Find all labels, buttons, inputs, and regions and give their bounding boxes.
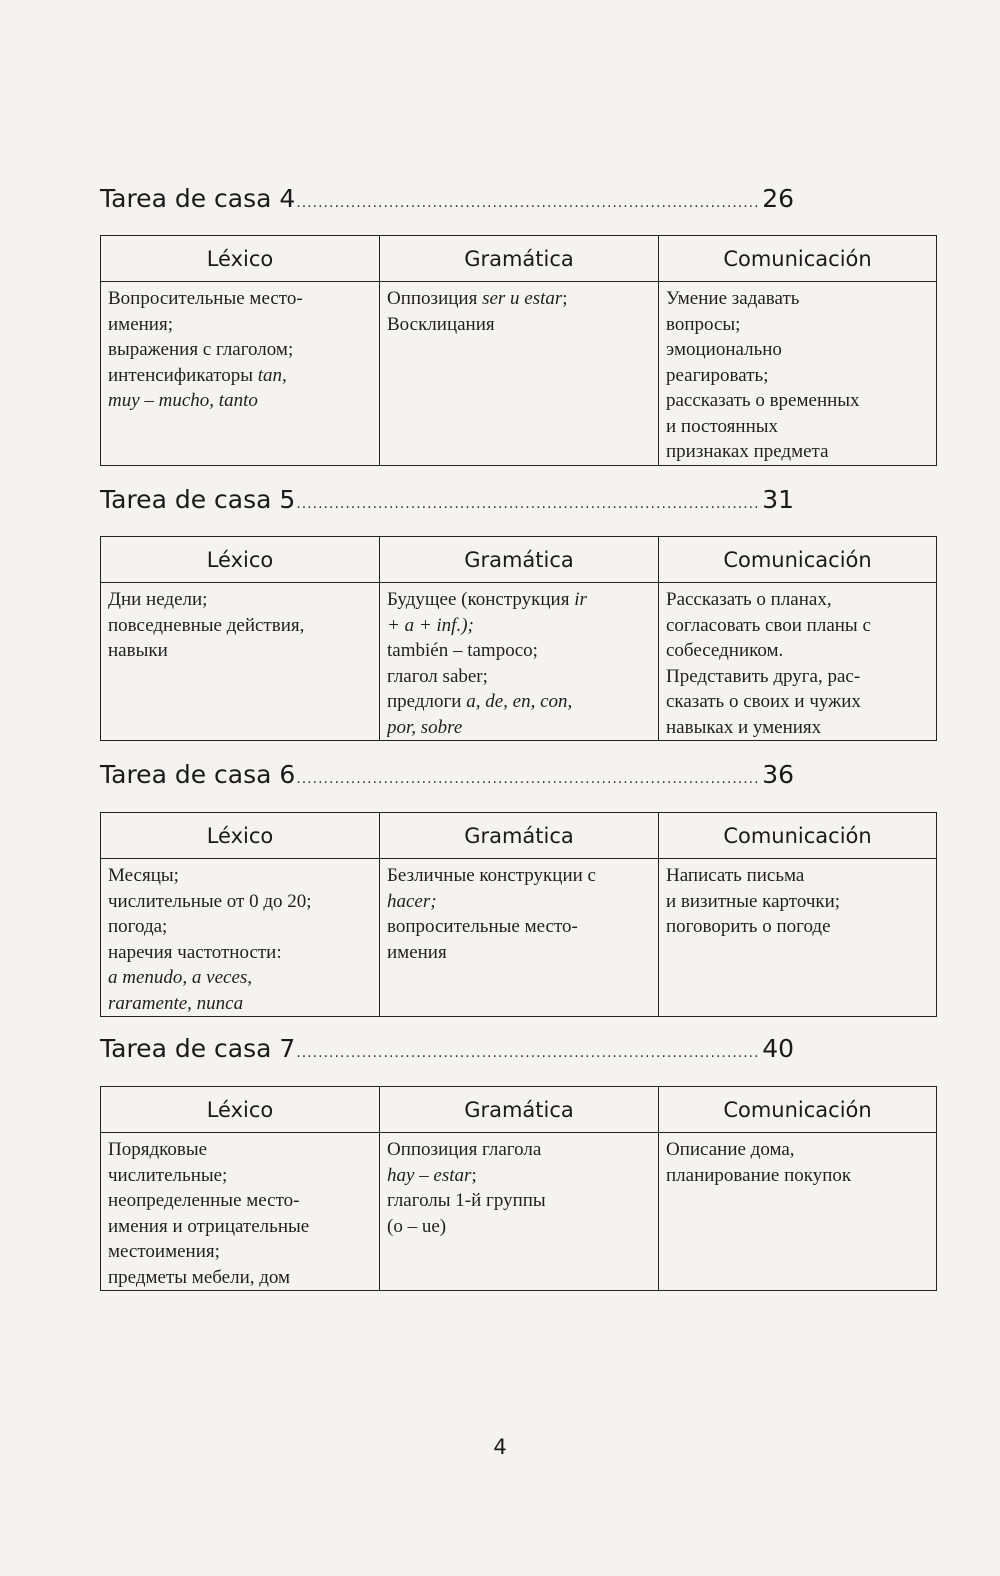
dot-leader [296,195,761,211]
header-comunicacion: Comunicación [659,1087,937,1133]
cell-line [108,613,372,639]
section-title: Tarea de casa 6 [100,760,296,789]
cell-line [108,587,372,613]
cell-line [666,337,929,363]
header-gramatica: Gramática [380,236,659,282]
table-header-row [101,1087,937,1133]
text: Дни недели; [108,589,208,610]
text: погода; [108,916,168,937]
section-title: Tarea de casa 4 [100,184,296,213]
cell-line [666,889,929,915]
header-gramatica: Gramática [380,813,659,859]
text: навыках и умениях [666,716,822,738]
text: Восклицания [387,313,495,335]
header-lexico: Léxico [101,537,380,583]
cell-line [387,638,651,664]
section-title: Tarea de casa 5 [100,485,296,514]
text: Будущее (конструкция [387,589,575,610]
cell-line [387,1137,651,1163]
italic-text: raramente, nunca [108,992,244,1014]
cell-line [387,587,651,613]
text: Безличные конструкции с [387,865,596,886]
cell-line [387,286,651,312]
text: сказать о своих и чужих [666,691,861,712]
cell-line [108,940,372,966]
section-page-number: 40 [762,1034,794,1063]
header-lexico: Léxico [101,813,380,859]
text: Вопросительные место- [108,288,303,309]
cell-line [666,689,929,715]
italic-text: a, de, en, con, [466,691,573,712]
cell-line [666,312,929,338]
text: (o – ue) [387,1215,447,1237]
cell-line [666,613,929,639]
text: предметы мебели, дом [108,1266,291,1288]
table-row [101,583,937,741]
comunicacion-cell [659,859,937,1017]
cell-line [108,1214,372,1240]
lexico-cell [101,859,380,1017]
italic-text: hay – estar [387,1164,472,1186]
cell-line [387,689,651,715]
comunicacion-cell [659,583,937,741]
cell-line [666,587,929,613]
text: навыки [108,640,168,661]
cell-line [108,965,372,991]
lexico-cell [101,583,380,741]
text: глагол saber; [387,665,488,687]
italic-text: muy – mucho, tanto [108,390,258,411]
cell-line [108,863,372,889]
italic-text: por, sobre [387,716,463,738]
italic-text: tan, [257,364,287,386]
text: Месяцы; [108,865,179,886]
toc-heading [100,184,794,213]
text: эмоционально [666,339,782,360]
text: неопределенные место- [108,1190,300,1211]
dot-leader [296,496,761,512]
text: Оппозиция [387,288,483,309]
table-header-row [101,537,937,583]
text: числительные от 0 до 20; [108,890,312,912]
cell-line [387,715,651,741]
cell-line [387,1188,651,1214]
text: предлоги [387,691,467,712]
cell-line [108,889,372,915]
cell-line [387,863,651,889]
cell-line [108,312,372,338]
toc-table [100,1086,937,1291]
cell-line [666,914,929,940]
text: реагировать; [666,364,769,386]
table-header-row [101,236,937,282]
cell-line [387,312,651,338]
toc-table [100,536,937,741]
cell-line [108,363,372,389]
comunicacion-cell [659,1133,937,1291]
gramatica-cell [380,282,659,466]
header-comunicacion: Comunicación [659,537,937,583]
italic-text: a menudo, a veces, [108,967,253,988]
text: ; [471,1164,477,1186]
italic-text: + a + inf.); [387,614,474,636]
cell-line [387,940,651,966]
text: Умение задавать [666,288,800,309]
text: рассказать о временных [666,390,860,411]
text: Порядковые [108,1139,208,1160]
text: признаках предмета [666,441,829,462]
text: имения; [108,313,173,335]
cell-line [387,664,651,690]
cell-line [666,439,929,465]
text: también – tampoco; [387,640,538,661]
cell-line [387,613,651,639]
cell-line [387,1163,651,1189]
cell-line [108,1163,372,1189]
page-number: 4 [493,1435,507,1459]
section-title: Tarea de casa 7 [100,1034,296,1063]
lexico-cell [101,1133,380,1291]
cell-line [108,1265,372,1291]
text: Рассказать о планах, [666,589,832,610]
text: согласовать свои планы с [666,614,871,636]
header-gramatica: Gramática [380,537,659,583]
cell-line [666,664,929,690]
cell-line [108,388,372,414]
text: планирование покупок [666,1164,852,1186]
text: числительные; [108,1164,228,1186]
text: вопросительные место- [387,916,578,937]
cell-line [666,286,929,312]
toc-heading [100,760,794,789]
text: интенсификаторы [108,364,258,386]
header-comunicacion: Comunicación [659,813,937,859]
text: глаголы 1-й группы [387,1190,546,1211]
text: повседневные действия, [108,614,305,636]
toc-table [100,812,937,1017]
table-row [101,1133,937,1291]
comunicacion-cell [659,282,937,466]
gramatica-cell [380,1133,659,1291]
lexico-cell [101,282,380,466]
text: вопросы; [666,313,741,335]
cell-line [108,991,372,1017]
table-row [101,859,937,1017]
cell-line [108,1188,372,1214]
section-page-number: 36 [762,760,794,789]
cell-line [108,1137,372,1163]
text: и визитные карточки; [666,890,841,912]
table-row [101,282,937,466]
text: Описание дома, [666,1139,795,1160]
dot-leader [296,1045,761,1061]
header-gramatica: Gramática [380,1087,659,1133]
cell-line [108,914,372,940]
cell-line [666,863,929,889]
gramatica-cell [380,583,659,741]
italic-text: hacer; [387,890,437,912]
text: Представить друга, рас- [666,665,861,687]
table-header-row [101,813,937,859]
text: имения и отрицательные [108,1215,310,1237]
cell-line [387,914,651,940]
toc-heading [100,485,794,514]
text: наречия частотности: [108,941,282,963]
text: собеседником. [666,640,784,661]
header-comunicacion: Comunicación [659,236,937,282]
toc-table [100,235,937,466]
cell-line [108,286,372,312]
italic-text: ir [574,589,587,610]
cell-line [108,337,372,363]
cell-line [666,363,929,389]
text: и постоянных [666,415,779,437]
cell-line [387,889,651,915]
cell-line [108,1239,372,1265]
toc-heading [100,1034,794,1063]
text: Написать письма [666,865,805,886]
text: ; [562,288,568,309]
text: имения [387,941,447,963]
cell-line [666,414,929,440]
italic-text: ser и estar [482,288,563,309]
text: Оппозиция глагола [387,1139,542,1160]
cell-line [666,715,929,741]
section-page-number: 26 [762,184,794,213]
text: местоимения; [108,1241,220,1262]
text: выражения с глаголом; [108,339,294,360]
cell-line [666,638,929,664]
header-lexico: Léxico [101,1087,380,1133]
cell-line [666,1163,929,1189]
gramatica-cell [380,859,659,1017]
header-lexico: Léxico [101,236,380,282]
text: поговорить о погоде [666,916,831,937]
dot-leader [296,771,761,787]
cell-line [666,1137,929,1163]
cell-line [108,638,372,664]
cell-line [387,1214,651,1240]
section-page-number: 31 [762,485,794,514]
cell-line [666,388,929,414]
